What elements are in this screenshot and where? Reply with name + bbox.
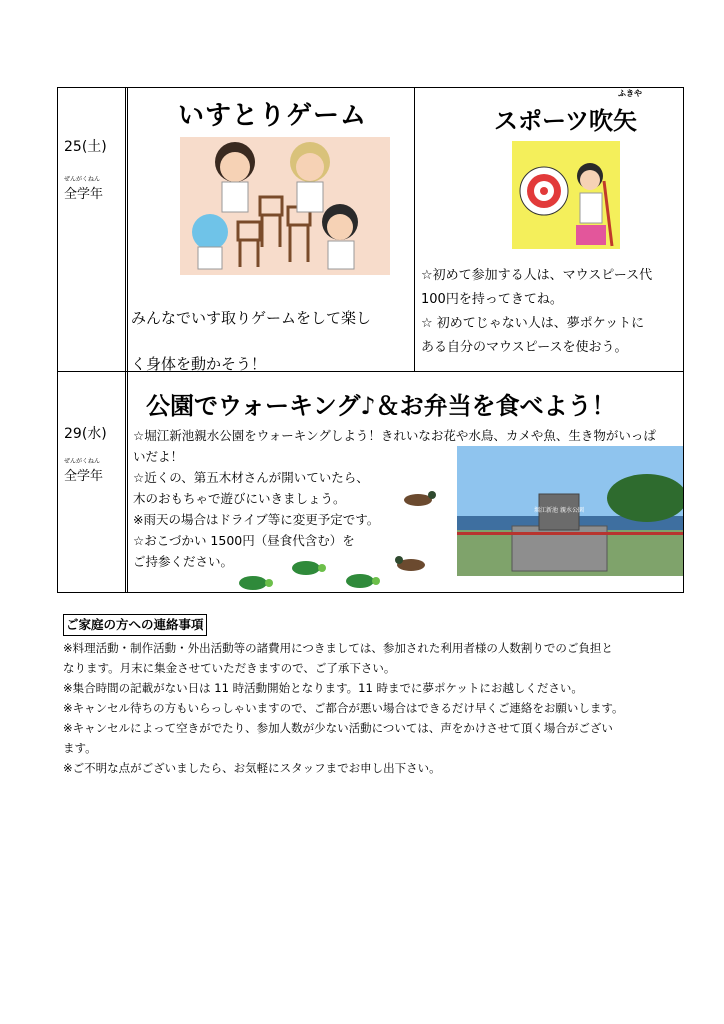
desc-line: ある自分のマウスピースを使おう。 bbox=[421, 340, 628, 355]
col-divider bbox=[127, 87, 128, 593]
note-line: ※ご不明な点がございましたら、お気軽にスタッフまでお申し出下さい。 bbox=[63, 761, 441, 775]
desc-line: ※雨天の場合はドライブ等に変更予定です。 bbox=[133, 512, 380, 527]
park-photo bbox=[457, 446, 683, 576]
notes-title: ご家庭の方への連絡事項 bbox=[63, 614, 207, 636]
sports-blowgun-title: スポーツ吹矢 bbox=[494, 107, 638, 135]
grade-label: 全学年 bbox=[64, 469, 104, 484]
grade-label: 全学年 bbox=[64, 187, 104, 202]
musical-chairs-illustration bbox=[180, 137, 390, 275]
desc-line: ☆おこづかい 1500円（昼食代含む）を bbox=[133, 533, 355, 548]
duck-icon bbox=[393, 553, 433, 573]
note-line: ます。 bbox=[63, 741, 97, 755]
park-sign-text: 堀江新池 親水公園 bbox=[534, 507, 584, 514]
col-divider bbox=[125, 87, 126, 593]
duck-icon bbox=[400, 488, 440, 508]
desc-line: ☆初めて参加する人は、マウスピース代 bbox=[421, 268, 653, 283]
musical-chairs-description bbox=[131, 295, 413, 387]
desc-line: 木のおもちゃで遊びにいきましょう。 bbox=[133, 491, 346, 506]
blowgun-illustration bbox=[512, 141, 620, 249]
desc-line: いだよ！ bbox=[133, 449, 184, 464]
note-line: ※キャンセル待ちの方もいらっしゃいますので、ご都合が悪い場合はできるだけ早くご連絡をお願いします。 bbox=[63, 701, 624, 715]
notes-section bbox=[63, 614, 723, 778]
grade-29 bbox=[64, 458, 103, 484]
day-29 bbox=[64, 423, 107, 443]
musical-chairs-title: いすとりゲーム bbox=[178, 101, 368, 131]
note-line: ※料理活動・制作活動・外出活動等の諸費用につきましては、参加された利用者様の人数割りでのご負担と bbox=[63, 641, 613, 655]
note-line: ※キャンセルによって空きがでたり、参加人数が少ない活動については、声をかけさせて頂く場合がござい bbox=[63, 721, 613, 735]
turtle-icon bbox=[340, 570, 382, 590]
desc-line: ☆ 初めてじゃない人は、夢ポケットに bbox=[421, 316, 645, 331]
note-line: ※集合時間の記載がない日は 11 時活動開始となります。11 時までに夢ポケットにお越しください。 bbox=[63, 681, 583, 695]
turtle-icon bbox=[286, 557, 328, 577]
grade-ruby: ぜんがくねん bbox=[64, 176, 101, 183]
note-line: なります。月末に集金させていただきますので、ご了承下さい。 bbox=[63, 661, 396, 675]
blowgun-description bbox=[421, 264, 683, 360]
desc-line: ☆近くの、第五木材さんが開いていたら、 bbox=[133, 470, 369, 485]
day-25 bbox=[64, 136, 107, 156]
col-divider bbox=[414, 87, 415, 372]
desc-line: く身体を動かそう！ bbox=[131, 355, 267, 373]
turtle-icon bbox=[233, 572, 275, 592]
day-label: 29(水) bbox=[64, 426, 107, 442]
day-label: 25(土) bbox=[64, 139, 107, 155]
desc-line: ご持参ください。 bbox=[133, 554, 234, 569]
desc-line: 100円を持ってきてね。 bbox=[421, 292, 563, 307]
desc-line: ☆堀江新池親水公園をウォーキングしよう！きれいなお花や水鳥、カメや魚、生き物がいっぱ bbox=[133, 428, 656, 443]
fukiya-ruby: ふきや bbox=[618, 89, 642, 98]
grade-ruby: ぜんがくねん bbox=[64, 458, 101, 465]
grade-25 bbox=[64, 176, 103, 202]
park-walking-title: 公園でウォーキング♪＆お弁当を食べよう！ bbox=[146, 392, 616, 420]
desc-line: みんなでいす取りゲームをして楽し bbox=[131, 309, 372, 327]
